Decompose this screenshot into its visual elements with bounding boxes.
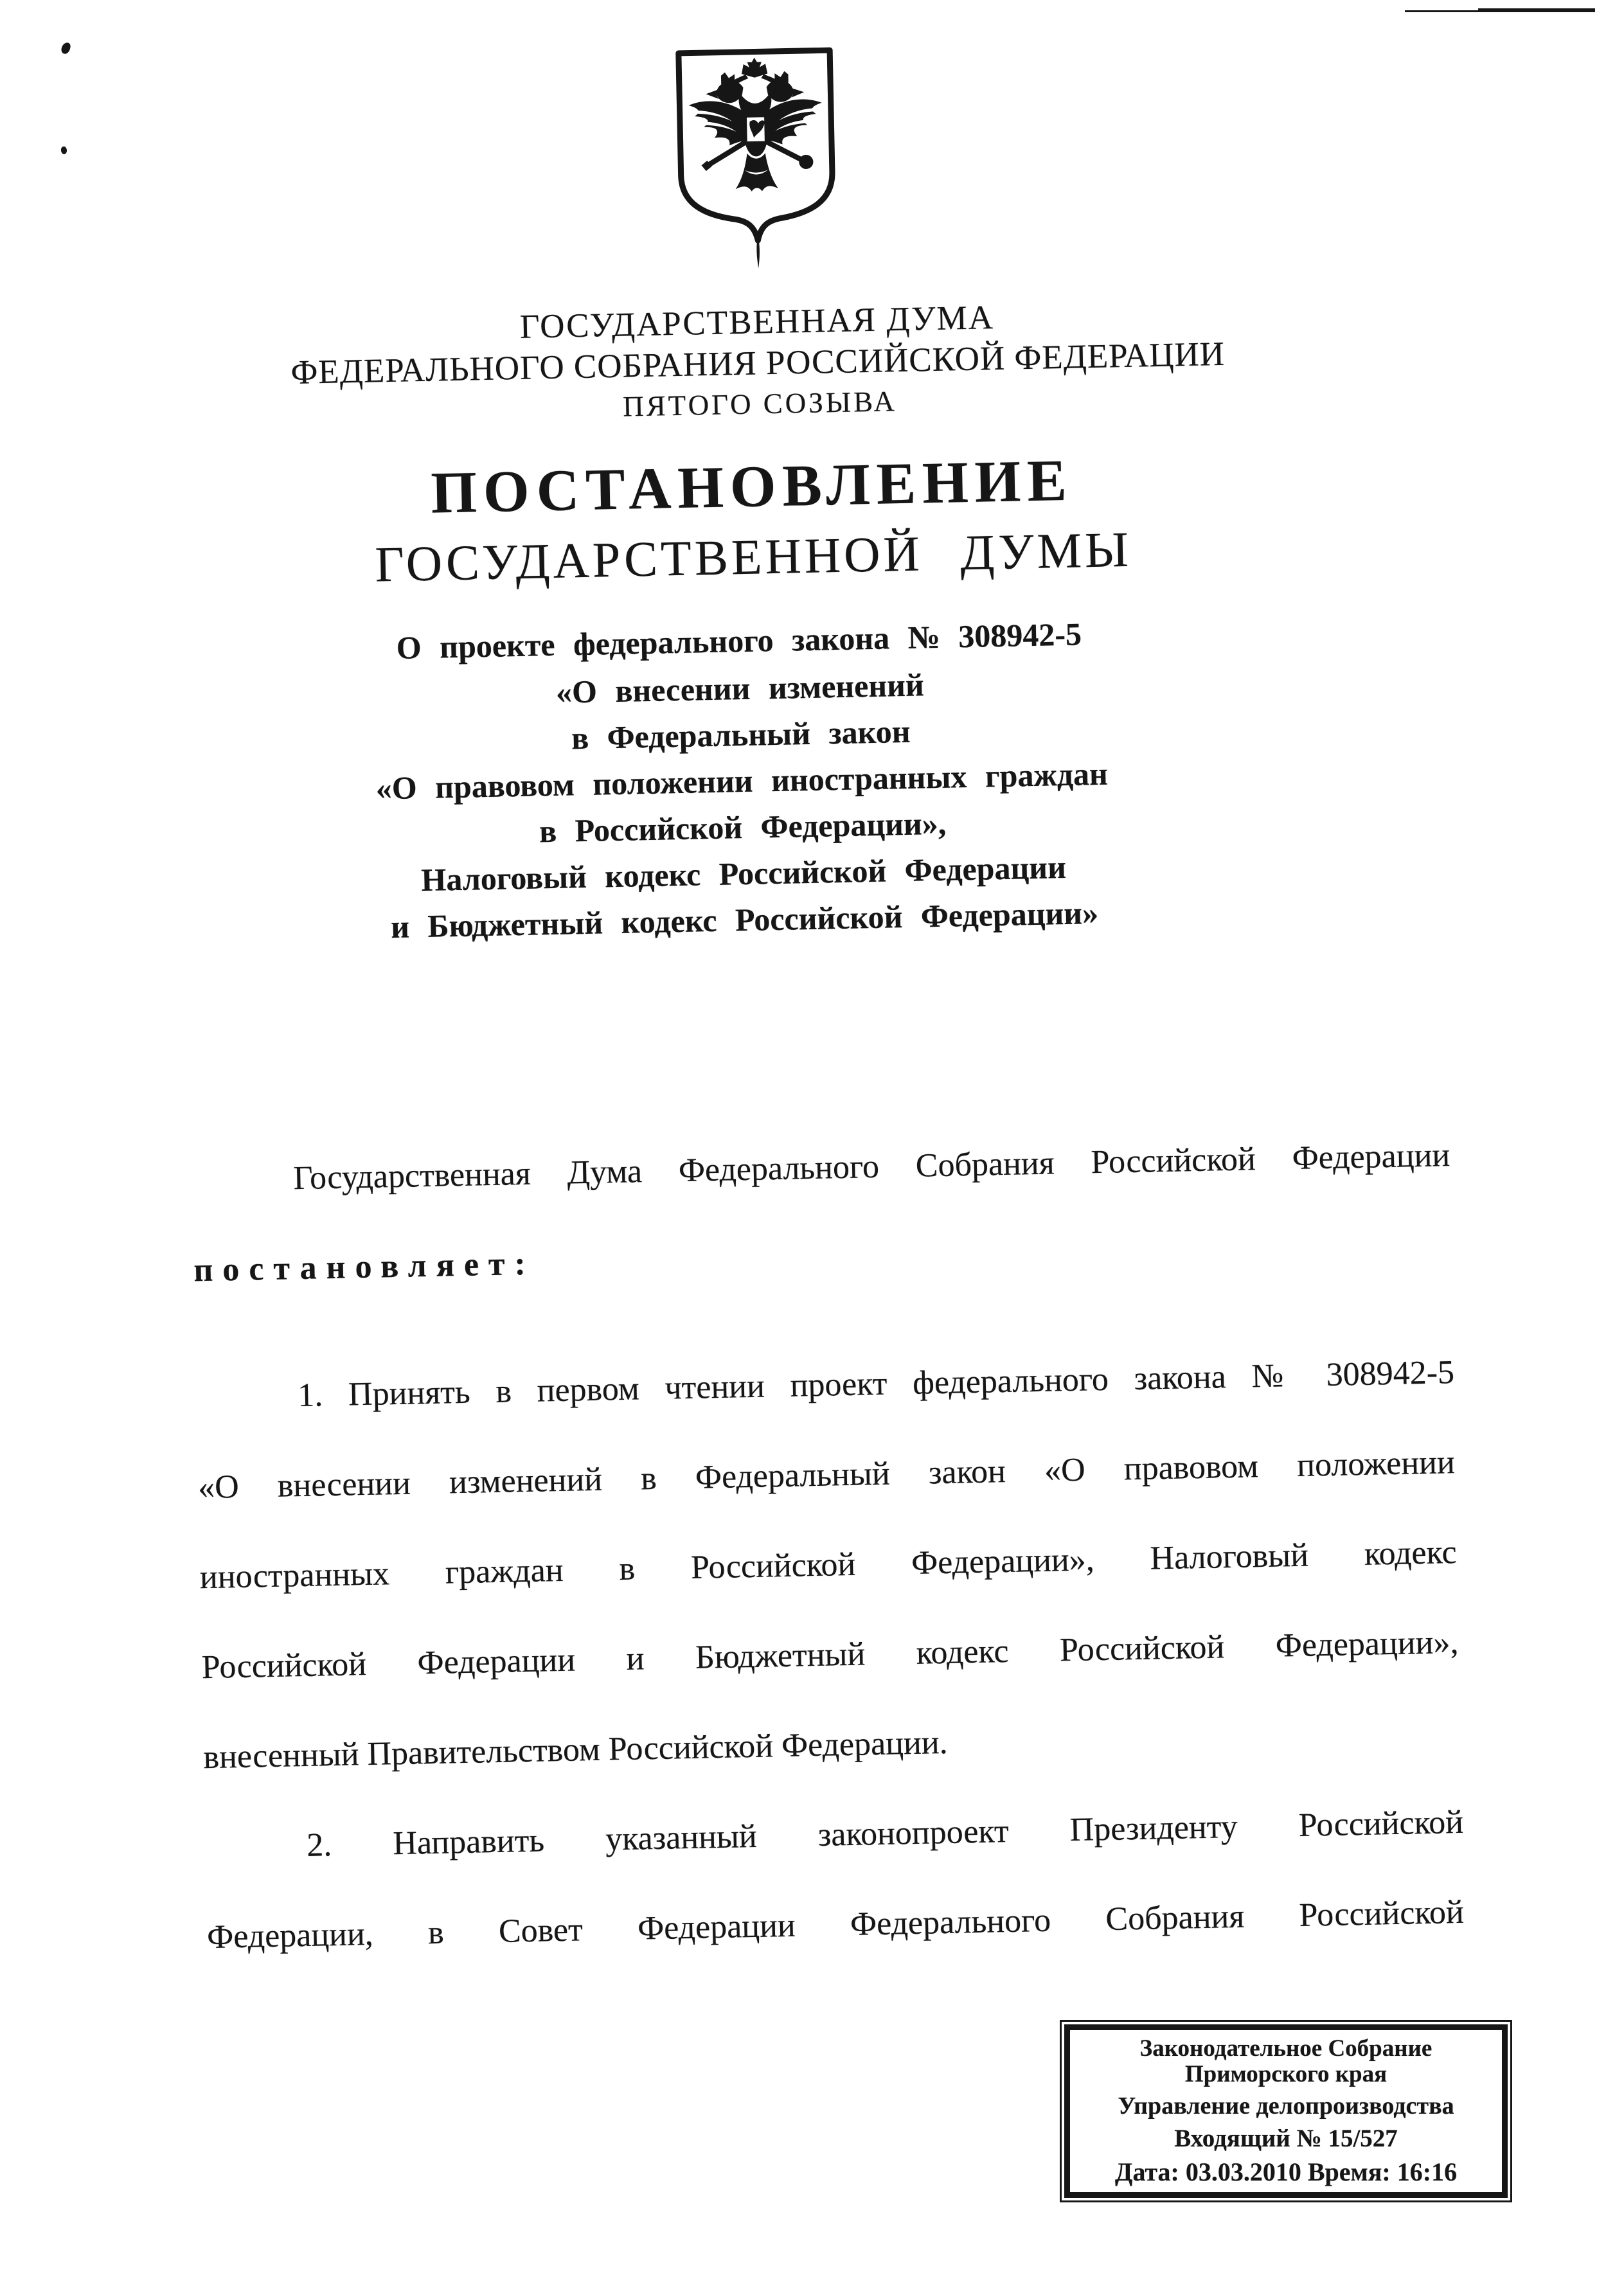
institution-name-line-1: ГОСУДАРСТВЕННАЯ ДУМА (519, 299, 995, 346)
paragraph-1-line: внесенный Правительством Российской Федерации. (203, 1724, 949, 1776)
subject-title-line: О проекте федерального закона № 308942-5 (396, 616, 1082, 666)
stamp-organization-line-1: Законодательное Собрание (1139, 2035, 1432, 2062)
paragraph-1-line: иностранных граждан в Российской Федерации», Налоговый кодекс (199, 1533, 1458, 1596)
stamp-incoming-number: Входящий № 15/527 (1174, 2125, 1398, 2153)
subject-title-line: Налоговый кодекс Российской Федерации (420, 848, 1067, 898)
document-issuer-heading: ГОСУДАРСТВЕННОЙ ДУМЫ (374, 521, 1132, 593)
subject-title-line: и Бюджетный кодекс Российской Федерации» (390, 894, 1099, 945)
stamp-organization-line-2: Приморского края (1184, 2060, 1388, 2087)
stamp-date-time: Дата: 03.03.2010 Время: 16:16 (1114, 2157, 1458, 2187)
paragraph-1-line: 1. Принять в первом чтении проект федерального закона № 308942-5 (297, 1354, 1455, 1414)
resolves-keyword: постановляет: (193, 1245, 536, 1289)
russia-coat-of-arms-emblem (670, 42, 843, 272)
stamp-department-line: Управление делопроизводства (1118, 2092, 1454, 2119)
subject-title-line: в Федеральный закон (571, 713, 911, 756)
paragraph-1-line: «О внесении изменений в Федеральный закон «О правовом положении (197, 1444, 1456, 1506)
document-type-heading: ПОСТАНОВЛЕНИЕ (430, 447, 1074, 526)
body-intro-line: Государственная Дума Федерального Собрания Российской Федерации (292, 1137, 1450, 1197)
subject-title-line: «О внесении изменений (555, 666, 925, 710)
incoming-registration-stamp (1064, 2024, 1508, 2198)
scan-artifact-line (1478, 8, 1595, 12)
institution-name-line-2: ФЕДЕРАЛЬНОГО СОБРАНИЯ РОССИЙСКОЙ ФЕДЕРАЦИИ (290, 335, 1226, 392)
paragraph-1-line: Российской Федерации и Бюджетный кодекс Российской Федерации», (201, 1623, 1459, 1686)
paragraph-2-line: 2. Направить указанный законопроект Президенту Российской (306, 1803, 1464, 1864)
paragraph-2-line: Федерации, в Совет Федерации Федерального Собрания Российской (206, 1893, 1465, 1956)
subject-title-line: «О правовом положении иностранных граждан (375, 755, 1109, 807)
institution-convocation-line: ПЯТОГО СОЗЫВА (622, 385, 898, 423)
subject-title-line: в Российской Федерации», (539, 805, 947, 850)
scan-artifact-line (1405, 10, 1482, 12)
